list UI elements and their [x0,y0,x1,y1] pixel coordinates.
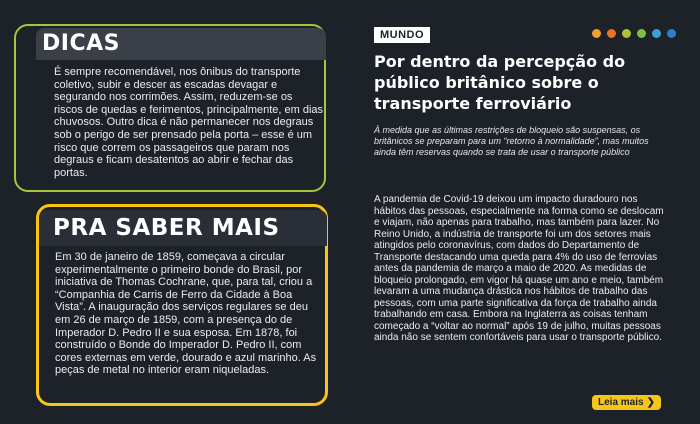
dicas-box [14,24,326,192]
pra-saber-mais-box [36,204,328,406]
color-dot [652,29,661,38]
color-dot [607,29,616,38]
dicas-text: É sempre recomendável, nos ônibus do transporte coletivo, subir e descer as escadas devagar e segurando nos corrimões. Assim, reduzem-se os riscos de quedas e ferimentos, principalmente, em dias chuvosos. Outro dica é não permanecer nos degraus sob o perigo de ser prensado pela porta – esse é um risco que correm os passageiros que param nos degraus e ficam desatentos ao abrir e fechar das portas. [54,66,324,179]
section-badge[interactable]: MUNDO [374,27,430,43]
chevron-right-icon: ❯ [646,396,655,408]
pra-saber-mais-title: PRA SABER MAIS [39,210,327,246]
article-headline[interactable]: Por dentro da percepção do público britânico sobre o transporte ferroviário [374,52,626,113]
color-dot [622,29,631,38]
article-subtitle: À medida que as últimas restrições de bloqueio são suspensas, os britânicos se preparam para um “retorno à normalidade”, mas muitos ainda têm reservas quando se trata de usar o transporte público [374,125,649,157]
color-dot [667,29,676,38]
color-dot [592,29,601,38]
read-more-label: Leia mais [598,397,644,408]
color-dot [637,29,646,38]
dicas-title: DICAS [36,28,326,60]
article-body: A pandemia de Covid-19 deixou um impacto duradouro nos hábitos das pessoas, especialmente na forma como se deslocam e viajam, não apenas para trabalho, mas também para lazer. No Reino Unido, a indústria de transporte foi um dos setores mais atingidos pelo coronavírus, com dados do Departamento de Transporte destacando uma queda para 4% do uso de ferrovias antes da pandemia de março a maio de 2020. As medidas de bloqueio prolongado, em vigor há quase um ano e meio, também levaram a uma mudança drástica nos hábitos de trabalho das pessoas, com uma parte significativa da força de trabalho ainda trabalhando em casa. Embora na Inglaterra as coisas tenham começado a “voltar ao normal” após 19 de julho, muitas pessoas ainda não se sentem confortáveis para usar o transporte público. [374,194,664,343]
pra-saber-mais-text: Em 30 de janeiro de 1859, começava a circular experimentalmente o primeiro bonde do Brasil, por iniciativa de Thomas Cochrane, que, para tal, criou a “Companhia de Carris de Ferro da Cidade à Boa Vista”. A inauguração dos serviços regulares se deu em 26 de março de 1859, com a presença do de Imperador D. Pedro II e sua esposa. Em 1878, foi construído o Bonde do Imperador D. Pedro II, com cores externas em verde, dourado e azul marinho. As peças de metal no interior eram niqueladas. [55,251,317,377]
read-more-button[interactable] [592,395,661,410]
